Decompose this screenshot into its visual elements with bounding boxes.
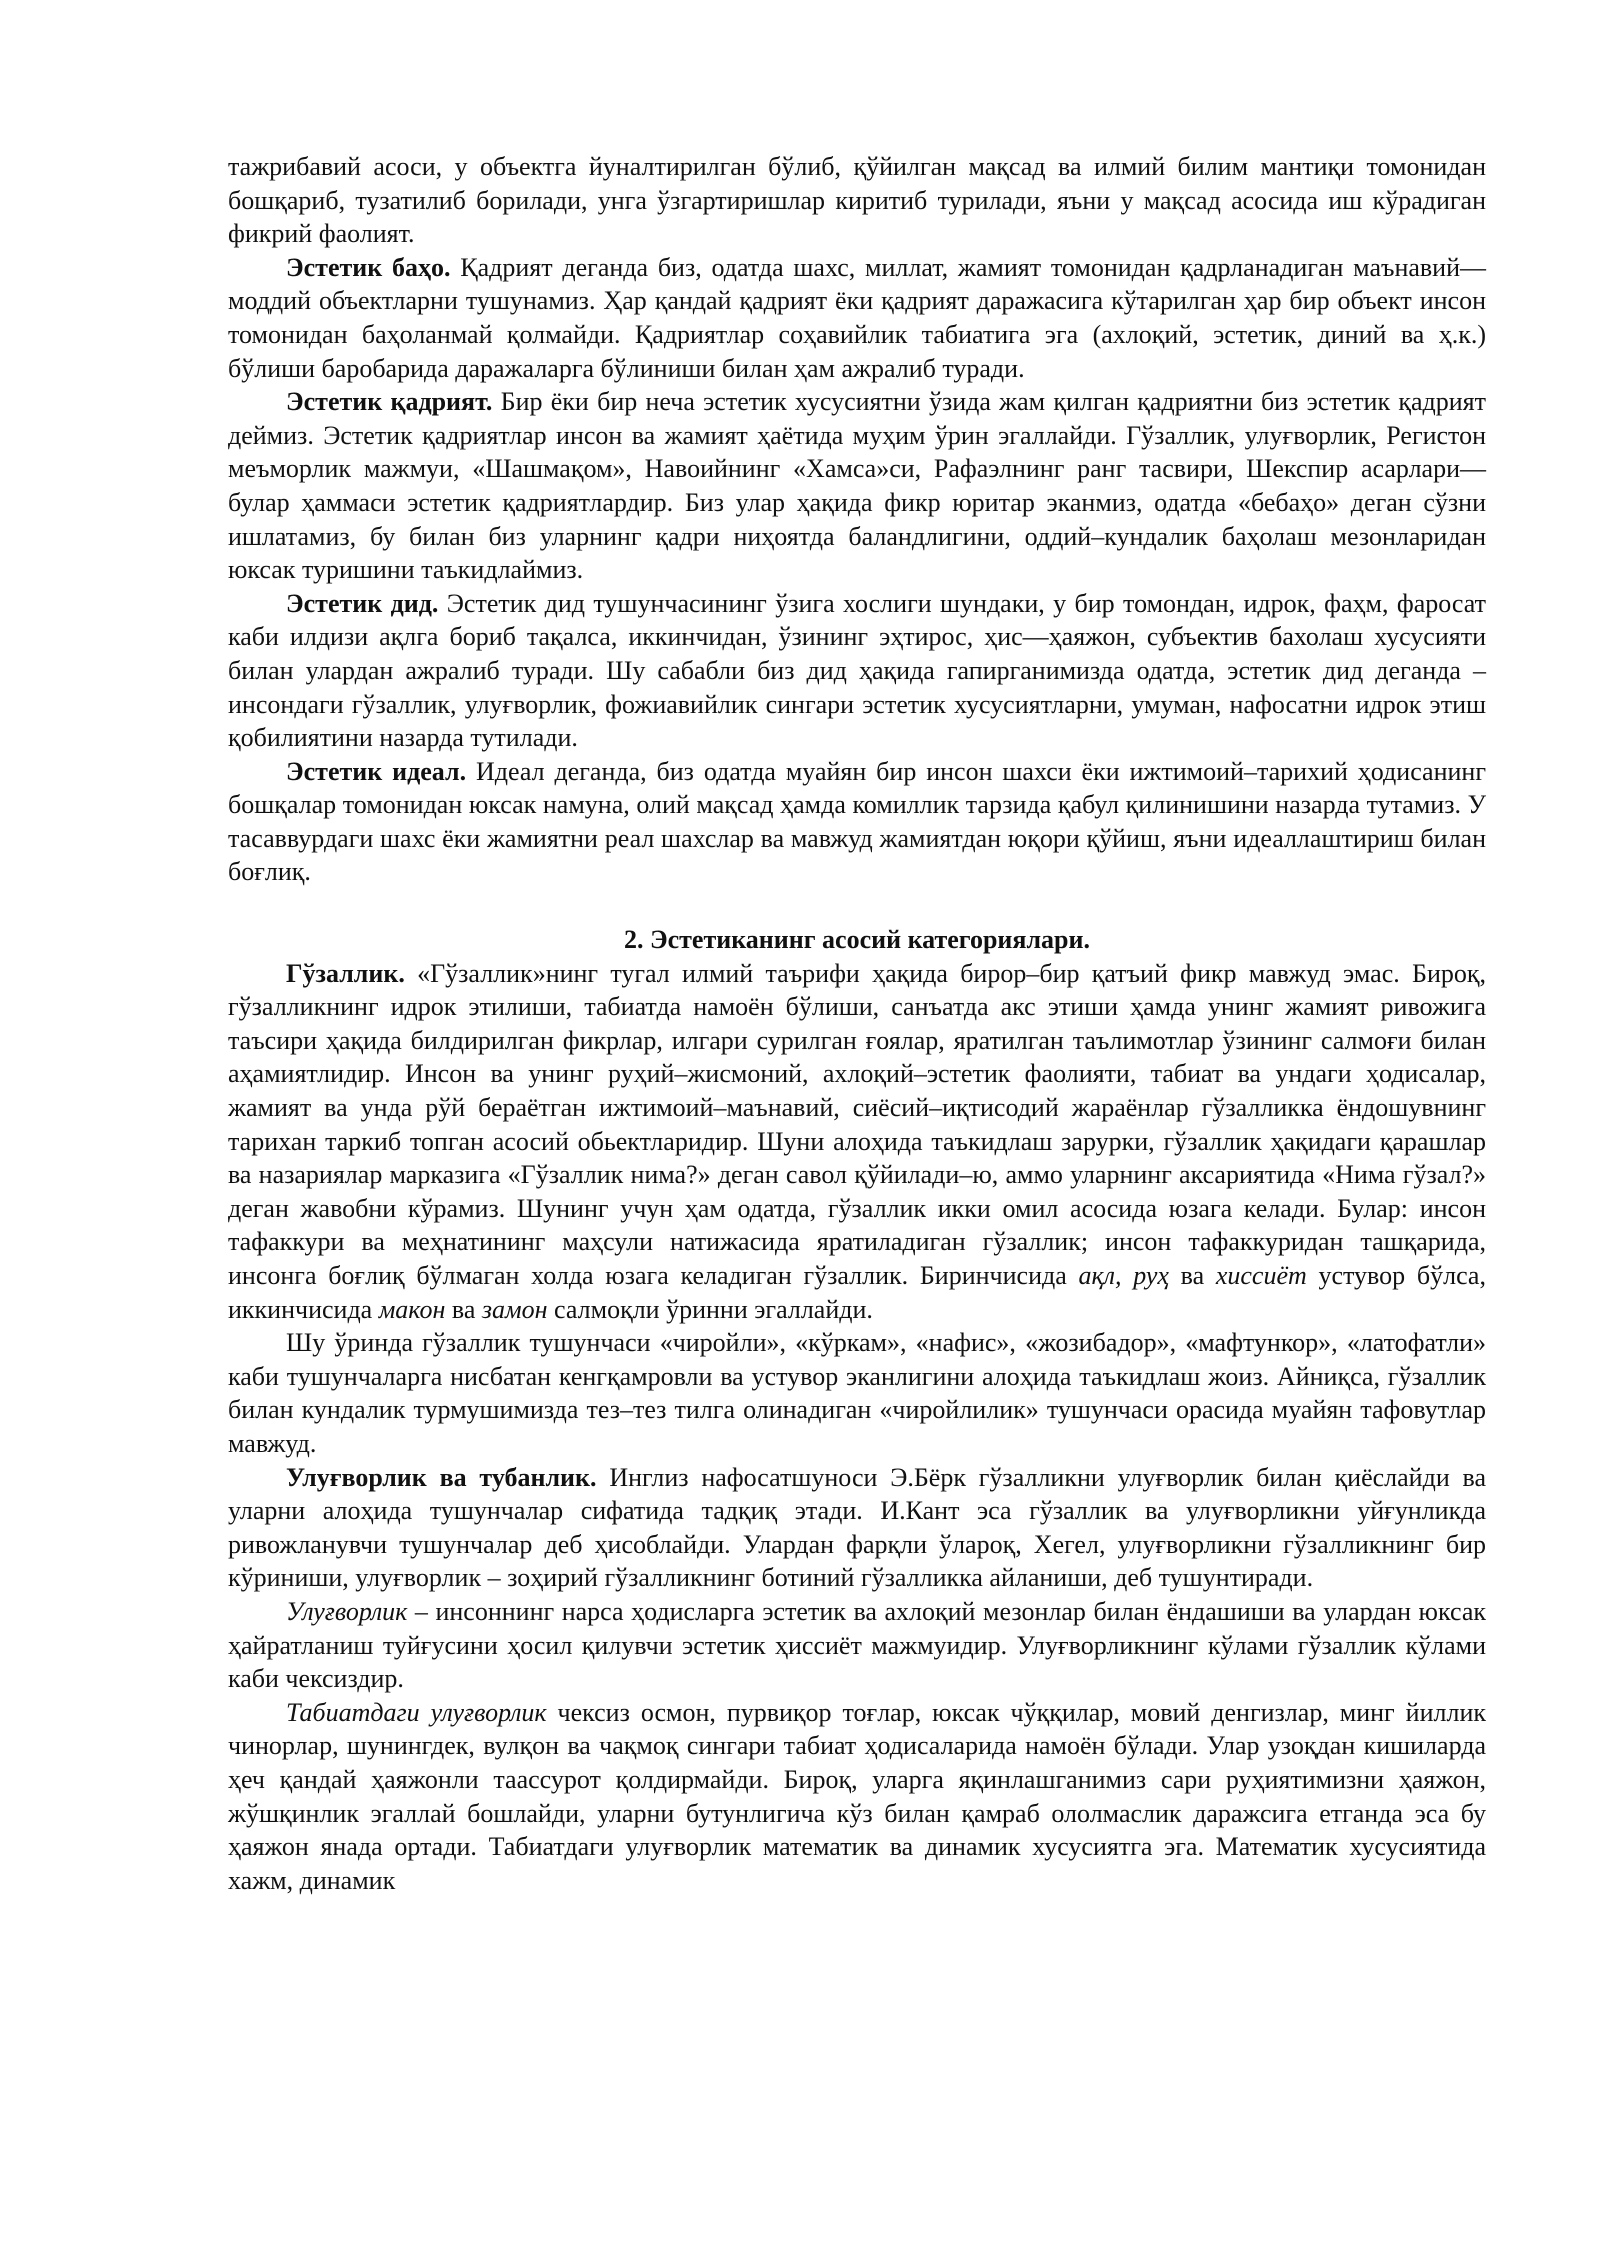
term-aesthetic-ideal: Эстетик идеал. (286, 756, 467, 786)
paragraph-text: Идеал деганда, биз одатда муайян бир инсон шахси ёки ижтимоий–тарихий ҳодисанинг бошқалар томонидан юксак намуна, олий мақсад ҳамда комиллик тарзида қабул қилинишини назарда тутамиз. У тасаввурдаги шахс ёки жамиятни реал шахслар ва мавжуд жамиятдан юқори қўйиш, яъни идеаллаштириш билан боғлиқ. (228, 756, 1486, 887)
paragraph-text: – инсоннинг нарса ҳодисларга эстетик ва ахлоқий мезонлар билан ёндашиши ва улардан юксак ҳайратланиш туйғусини ҳосил қилувчи эстетик ҳиссиёт мажмуидир. Улуғворликнинг кўлами гўзаллик кўлами каби чексиздир. (228, 1596, 1486, 1694)
term-aesthetic-evaluation: Эстетик баҳо. (286, 252, 451, 282)
italic-term: хиссиёт (1215, 1261, 1307, 1290)
paragraph-text: салмоқли ўринни эгаллайди. (547, 1294, 873, 1324)
paragraph-text: «Гўзаллик»нинг тугал илмий таърифи ҳақида бирор–бир қатъий фикр мавжуд эмас. Бироқ, гўзалликнинг идрок этилиши, табиатда намоён бўлиши, санъатда акс этиши ҳамда унинг жамият ривожига таъсири ҳақида билдирилган фикрлар, илгари сурилган ғоялар, яратилган таълимотлар ўзининг салмоғи билан аҳамиятлидир. Инсон ва унинг руҳий–жисмоний, ахлоқий–эстетик фаолияти, табиат ва ундаги ҳодисалар, жамият ва унда рўй бераётган ижтимоий–маънавий, сиёсий–иқтисодий жараёнлар гўзалликка ёндошувнинг тарихан таркиб топган асосий обьектларидир. Шуни алоҳида таъкидлаш зарурки, гўзаллик ҳақидаги қарашлар ва назариялар марказига «Гўзаллик нима?» деган савол қўйилади–ю, аммо уларнинг аксариятида «Нима гўзал?» деган жавобни кўрамиз. Шунинг учун ҳам одатда, гўзаллик икки омил асосида юзага келади. Булар: инсон тафаккури ва меҳнатининг маҳсули натижасида яратиладиган гўзаллик; инсон тафаккуридан ташқарида, инсонга боғлиқ бўлмаган холда юзага келадиган гўзаллик. Биринчисида (228, 958, 1486, 1290)
paragraph-text: Инглиз нафосатшуноси Э.Бёрк гўзалликни улуғворлик билан қиёслайди ва уларни алоҳида тушунчалар сифатида тадқиқ этади. И.Кант эса гўзаллик ва улуғворликни уйғунликда ривожланувчи тушунчалар деб ҳисоблайди. Улардан фарқли ўлароқ, Хегел, улуғворликни гўзалликнинг бир кўриниши, улуғворлик – зоҳирий гўзалликнинг ботиний гўзалликка айланиши, деб тушунтиради. (228, 1462, 1487, 1593)
paragraph-text: Эстетик дид тушунчасининг ўзига хослиги шундаки, у бир томондан, идрок, фаҳм, фаросат каби илдизи ақлга бориб тақалса, иккинчидан, ўзининг эҳтирос, ҳис—ҳаяжон, субъектив бахолаш хусусияти билан улардан ажралиб туради. Шу сабабли биз дид ҳақида гапирганимизда одатда, эстетик дид деганда – инсондаги гўзаллик, улуғворлик, фожиавийлик сингари эстетик хусусиятларни, умуман, нафосатни идрок этиш қобилиятини назарда тутилади. (228, 588, 1486, 753)
paragraph-sublime-in-nature (228, 1696, 1486, 1898)
paragraph-text: тажрибавий асоси, у объектга йуналтирилган бўлиб, қўйилган мақсад ва илмий билим мантиқи томонидан бошқариб, тузатилиб борилади, унга ўзгартиришлар киритиб турилади, яъни у мақсад асосида иш кўрадиган фикрий фаолият. (228, 152, 1486, 249)
term-sublime-in-nature: Табиатдаги улуғворлик (286, 1697, 547, 1727)
paragraph-text: Шу ўринда гўзаллик тушунчаси «чиройли», «кўркам», «нафис», «жозибадор», «мафтункор», «латофатли» каби тушунчаларга нисбатан кенгқамровли ва устувор эканлигини алоҳида таъкидлаш жоиз. Айниқса, гўзаллик билан кундалик турмушимизда тез–тез тилга олинадиган «чиройлилик» тушунчаси орасида муайян тафовутлар мавжуд. (228, 1328, 1486, 1458)
paragraph-text: ва (1168, 1261, 1216, 1290)
italic-term: замон (481, 1294, 548, 1324)
paragraph-aesthetic-taste (228, 587, 1486, 755)
paragraph-text: чексиз осмон, пурвиқор тоғлар, юксак чўққилар, мовий денгизлар, минг йиллик чинорлар, шунингдек, вулқон ва чақмоқ сингари табиат ҳодисаларида намоён бўлади. Улар узоқдан кишиларда ҳеч қандай ҳаяжонли таассурот қолдирмайди. Бироқ, уларга яқинлашганимиз сари руҳиятимизни ҳаяжон, жўшқинлик эгаллай бошлайди, уларни бутунлигича кўз билан қамраб ололмаслик даражсига етганда эса бу ҳаяжон янада ортади. Табиатдаги улуғворлик математик ва динамик хусусиятга эга. Математик хусусиятида хажм, динамик (228, 1697, 1486, 1895)
paragraph-aesthetic-ideal (228, 755, 1486, 889)
term-beauty: Гўзаллик. (286, 958, 405, 988)
blank-line (228, 889, 1486, 923)
paragraph-aesthetic-evaluation (228, 251, 1486, 385)
term-aesthetic-taste: Эстетик дид. (286, 588, 439, 618)
paragraph-text: устувор бўлса, иккинчисида (228, 1261, 1486, 1324)
paragraph-experimental-basis (228, 150, 1486, 251)
paragraph-text: Бир ёки бир неча эстетик хусусиятни ўзида жам қилган қадриятни биз эстетик қадрият деймиз. Эстетик қадриятлар инсон ва жамият ҳаётида муҳим ўрин эгаллайди. Гўзаллик, улуғворлик, Регистон меъморлик мажмуи, «Шашмақом», Навоийнинг «Хамса»си, Рафаэлнинг ранг тасвири, Шекспир асарлари—булар ҳаммаси эстетик қадриятлардир. Биз улар ҳақида фикр юритар эканмиз, одатда «бебаҳо» деган сўзни ишлатамиз, бу билан биз уларнинг қадри ниҳоятда баландлигини, оддий–кундалик баҳолаш мезонларидан юксак туришини таъкидлаймиз. (228, 387, 1486, 585)
italic-term: ақл, руҳ (1078, 1261, 1169, 1290)
italic-term: макон (378, 1294, 446, 1324)
term-sublime: Улуғворлик (286, 1596, 408, 1626)
paragraph-text: ва (445, 1294, 482, 1324)
term-sublime-and-base: Улуғворлик ва тубанлик. (286, 1462, 597, 1492)
term-aesthetic-value: Эстетик қадрият. (286, 387, 493, 417)
section-heading: 2. Эстетиканинг асосий категориялари. (623, 925, 1091, 955)
paragraph-beauty (228, 957, 1486, 1327)
paragraph-aesthetic-value (228, 385, 1486, 587)
paragraph-text: Қадрият деганда биз, одатда шахс, миллат, жамият томонидан қадрланадиган маънавий—моддий объектларни тушунамиз. Ҳар қандай қадрият ёки қадрият даражасига кўтарилган ҳар бир объект инсон томонидан баҳоланмай қолмайди. Қадриятлар соҳавийлик табиатига эга (ахлоқий, эстетик, диний ва ҳ.к.) бўлиши баробарида даражаларга бўлиниши билан ҳам ажралиб туради. (228, 252, 1487, 383)
paragraph-beauty-concepts (228, 1326, 1486, 1460)
paragraph-sublime-and-base (228, 1461, 1486, 1595)
document-page (228, 150, 1486, 1897)
paragraph-sublime-definition (228, 1595, 1486, 1696)
